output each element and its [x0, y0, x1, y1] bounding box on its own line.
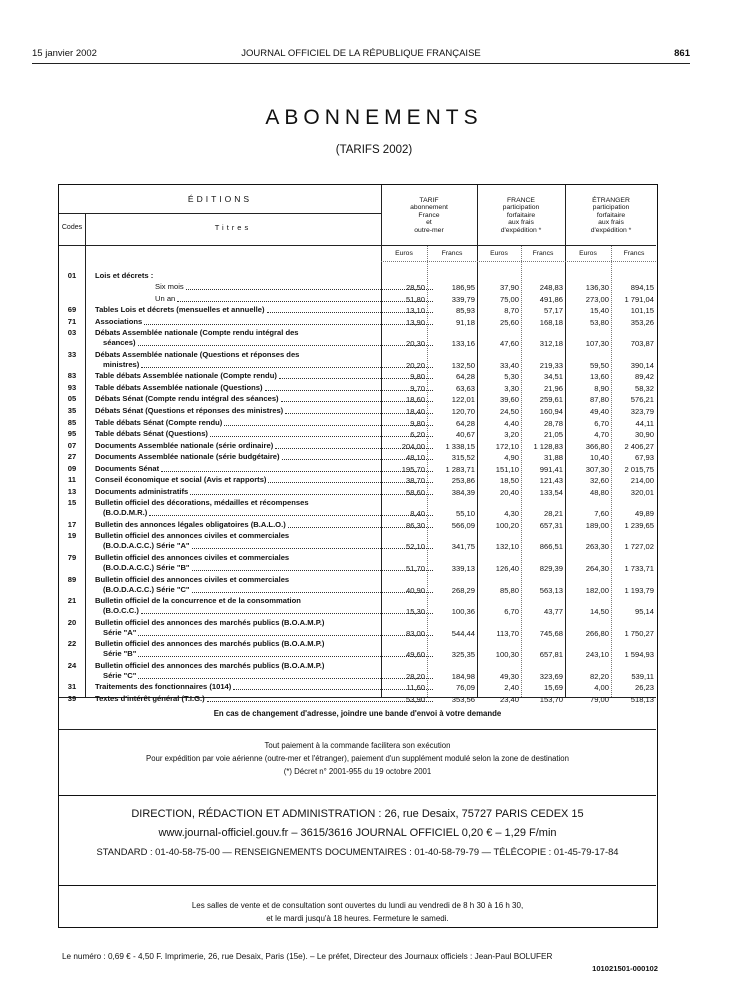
row-value: 85,93: [455, 306, 475, 316]
row-code: 19: [67, 531, 77, 541]
row-value: 39,60: [499, 395, 519, 405]
row-title-line: [95, 271, 433, 281]
header-line: forfaitaire: [596, 211, 626, 219]
row-title-text: Documents Sénat: [95, 463, 160, 473]
row-value: 64,28: [455, 418, 475, 428]
divider: [59, 245, 656, 246]
row-value: 58,60: [405, 487, 425, 497]
row-value: 657,31: [539, 520, 563, 530]
row-value: 14,50: [589, 607, 609, 617]
row-value: 49,60: [405, 650, 425, 660]
row-value: 18,50: [499, 476, 519, 486]
row-value: 59,50: [589, 360, 609, 370]
row-value: 49,40: [589, 406, 609, 416]
row-value: 13,90: [405, 317, 425, 327]
footer-imprint: Le numéro : 0,69 € - 4,50 F. Imprimerie, 26, rue Desaix, Paris (15e). – Le préfet, Directeur des Journaux officiels : Jean-Paul BOLUFER: [62, 952, 553, 961]
row-value: 189,00: [585, 520, 609, 530]
row-value: 28,21: [543, 509, 563, 519]
row-code: 20: [67, 617, 77, 627]
row-code: 89: [67, 574, 77, 584]
header-journal: JOURNAL OFFICIEL DE LA RÉPUBLIQUE FRANÇAISE: [241, 48, 481, 59]
row-title-text: Documents Assemblée nationale (série budgétaire): [95, 452, 280, 462]
row-value: 384,39: [451, 487, 475, 497]
row-value: 24,50: [499, 406, 519, 416]
row-value: 214,00: [630, 476, 654, 486]
row-value: 566,09: [451, 520, 475, 530]
row-value: 100,36: [451, 607, 475, 617]
row-title-text: Table débats Assemblée nationale (Questions): [95, 382, 263, 392]
row-value: 21,96: [543, 383, 563, 393]
sub-header-francs: Francs: [532, 250, 554, 257]
editions-header: ÉDITIONS: [187, 194, 253, 204]
row-value: 312,18: [539, 339, 563, 349]
page-subtitle: (TARIFS 2002): [335, 144, 413, 156]
row-value: 28,78: [543, 418, 563, 428]
row-value: 43,77: [543, 607, 563, 617]
row-code: 31: [67, 682, 77, 692]
row-value: 266,80: [585, 628, 609, 638]
row-title-text: Associations: [95, 316, 143, 326]
row-value: 107,30: [585, 339, 609, 349]
divider: [381, 261, 656, 262]
codes-header: Codes: [61, 224, 83, 231]
row-value: 133,16: [451, 339, 475, 349]
header-line: abonnement: [410, 204, 448, 212]
sub-header-euros: Euros: [579, 250, 597, 257]
row-value: 4,30: [504, 509, 519, 519]
row-value: 31,88: [543, 453, 563, 463]
row-value: 85,80: [499, 585, 519, 595]
header-line: participation: [592, 204, 630, 212]
decree-notice: (*) Décret n° 2001-955 du 19 octobre 2001: [283, 767, 432, 776]
row-code: 03: [67, 328, 77, 338]
row-value: 67,93: [634, 453, 654, 463]
row-value: 7,60: [594, 509, 609, 519]
divider: [59, 885, 656, 886]
row-value: 2 015,75: [624, 464, 654, 474]
divider: [59, 213, 381, 214]
row-value: 6,70: [504, 607, 519, 617]
row-value: 1 727,02: [624, 542, 654, 552]
row-value: 13,60: [589, 372, 609, 382]
row-title-text: Table débats Assemblée nationale (Compte rendu): [95, 371, 277, 381]
row-value: 253,86: [451, 476, 475, 486]
row-title-text: Table débats Sénat (Compte rendu): [95, 417, 223, 427]
row-value: 8,90: [594, 383, 609, 393]
divider: [59, 729, 656, 730]
row-value: 366,80: [585, 441, 609, 451]
row-value: 1 283,71: [445, 464, 475, 474]
row-value: 20,30: [405, 339, 425, 349]
row-value: 79,00: [589, 694, 609, 704]
row-value: 307,30: [585, 464, 609, 474]
row-title-text: (B.O.C.C.): [103, 606, 139, 616]
row-value: 6,70: [594, 418, 609, 428]
direction-address: DIRECTION, RÉDACTION ET ADMINISTRATION : 26, rue Desaix, 75727 PARIS CEDEX 15: [131, 808, 584, 820]
titres-header: Titres: [214, 223, 252, 232]
row-value: 32,60: [589, 476, 609, 486]
row-value: 172,10: [495, 441, 519, 451]
row-title-text: séances): [103, 338, 136, 348]
row-code: 35: [67, 405, 77, 415]
row-value: 49,89: [634, 509, 654, 519]
row-title-text: ministres): [103, 359, 140, 369]
row-value: 1 594,93: [624, 650, 654, 660]
row-value: 325,35: [451, 650, 475, 660]
row-value: 89,42: [634, 372, 654, 382]
row-value: 151,10: [495, 464, 519, 474]
row-value: 51,80: [405, 294, 425, 304]
row-value: 4,40: [504, 418, 519, 428]
row-value: 263,30: [585, 542, 609, 552]
header-line: outre-mer: [414, 226, 444, 234]
row-value: 1 239,65: [624, 520, 654, 530]
row-value: 10,40: [589, 453, 609, 463]
header-line: FRANCE: [507, 197, 535, 204]
row-value: 87,80: [589, 395, 609, 405]
row-value: 57,17: [543, 306, 563, 316]
row-title-line: [95, 498, 433, 508]
row-value: 91,18: [455, 317, 475, 327]
row-value: 264,30: [585, 564, 609, 573]
row-title-text: Documents administratifs: [95, 486, 189, 496]
row-title-text: Bulletin des annonces légales obligatoires (B.A.L.O.): [95, 519, 286, 529]
row-value: 33,40: [499, 360, 519, 370]
row-value: 48,10: [405, 453, 425, 463]
row-value: 186,95: [451, 283, 475, 292]
phone-line: STANDARD : 01-40-58-75-00 — RENSEIGNEMENTS DOCUMENTAIRES : 01-40-58-79-79 — TÉLÉCOPIE : 01-45-79-17-84: [96, 846, 619, 857]
row-value: 243,10: [585, 650, 609, 660]
row-title-text: Traitements des fonctionnaires (1014): [95, 682, 232, 692]
row-value: 353,56: [451, 694, 475, 704]
row-code: 79: [67, 553, 77, 562]
row-value: 13,10: [405, 306, 425, 316]
row-code: 09: [67, 463, 77, 473]
row-code: 01: [67, 271, 77, 280]
row-code: 69: [67, 305, 77, 315]
row-value: 9,80: [410, 372, 425, 382]
row-value: 544,44: [451, 628, 475, 638]
row-title-line: [95, 618, 433, 628]
row-value: 53,80: [589, 317, 609, 327]
row-value: 9,80: [410, 418, 425, 428]
header-line: et: [426, 219, 432, 227]
row-code: 83: [67, 371, 77, 381]
row-value: 195,70: [401, 464, 425, 474]
salles-hours: Les salles de vente et de consultation sont ouvertes du lundi au vendredi de 8 h 30 à 16 h 30,: [191, 901, 524, 910]
sub-header-euros: Euros: [395, 250, 413, 257]
footer-code: 101021501-000102: [592, 964, 658, 973]
row-code: 13: [67, 486, 77, 496]
row-value: 15,30: [405, 607, 425, 617]
row-title-line: [95, 531, 433, 541]
row-title-text: Débats Assemblée nationale (Compte rendu intégral des: [95, 328, 299, 338]
row-value: 49,30: [499, 671, 519, 681]
row-value: 323,79: [630, 406, 654, 416]
header-line: France: [418, 211, 440, 219]
row-value: 30,90: [634, 430, 654, 440]
row-title-text: Bulletin officiel des annonces civiles et commerciales: [95, 553, 290, 562]
row-value: 20,40: [499, 487, 519, 497]
row-code: 15: [67, 498, 77, 508]
row-value: 28,20: [405, 671, 425, 681]
row-value: 8,40: [410, 509, 425, 519]
row-code: 17: [67, 519, 77, 529]
row-code: 05: [67, 394, 77, 404]
row-title-text: (B.O.D.A.C.C.) Série "A": [103, 541, 190, 551]
row-title-text: (B.O.D.A.C.C.) Série "B": [103, 563, 190, 572]
header-rule: [32, 63, 690, 64]
tarif-header: [381, 197, 477, 234]
row-code: 07: [67, 440, 77, 450]
row-code: 71: [67, 316, 77, 326]
sub-header-francs: Francs: [623, 250, 645, 257]
row-title-text: Série "C": [103, 670, 137, 680]
row-value: 48,80: [589, 487, 609, 497]
header-line: forfaitaire: [506, 211, 536, 219]
row-title-text: (B.O.D.M.R.): [103, 508, 148, 518]
row-title-text: (B.O.D.A.C.C.) Série "C": [103, 584, 190, 594]
row-code: 27: [67, 452, 77, 462]
row-value: 83,00: [405, 628, 425, 638]
payment-notice: Tout paiement à la commande facilitera son exécution: [264, 741, 451, 750]
divider: [85, 213, 86, 697]
row-value: 703,87: [630, 339, 654, 349]
row-value: 95,14: [634, 607, 654, 617]
row-value: 219,33: [539, 360, 563, 370]
row-value: 1 193,79: [624, 585, 654, 595]
row-title-text: Table débats Sénat (Questions): [95, 429, 208, 439]
row-code: 85: [67, 417, 77, 427]
row-title-text: Débats Assemblée nationale (Questions et réponses des: [95, 349, 300, 359]
sub-header-francs: Francs: [441, 250, 463, 257]
row-code: 95: [67, 429, 77, 439]
row-value: 126,40: [495, 564, 519, 573]
row-value: 18,60: [405, 395, 425, 405]
row-title-line: [95, 639, 433, 649]
row-value: 15,69: [543, 683, 563, 693]
row-value: 133,54: [539, 487, 563, 497]
row-value: 991,41: [539, 464, 563, 474]
row-value: 113,70: [496, 628, 519, 638]
row-title: [95, 271, 433, 281]
row-title-line: [95, 328, 433, 338]
row-value: 153,70: [539, 694, 563, 704]
row-title-text: Bulletin officiel des annonces des marchés publics (B.O.A.M.P.): [95, 617, 325, 627]
row-value: 866,51: [539, 542, 563, 552]
header-line: d'expédition *: [500, 226, 542, 234]
row-code: 22: [67, 639, 77, 649]
row-value: 339,13: [451, 564, 475, 573]
row-value: 268,29: [451, 585, 475, 595]
row-value: 37,90: [499, 283, 519, 292]
row-value: 82,20: [589, 671, 609, 681]
row-value: 353,26: [630, 317, 654, 327]
row-value: 121,43: [539, 476, 563, 486]
row-value: 34,51: [543, 372, 563, 382]
row-value: 248,83: [539, 283, 563, 292]
row-title-text: Débats Sénat (Compte rendu intégral des séances): [95, 394, 279, 404]
page-title: ABONNEMENTS: [265, 106, 483, 129]
row-title-text: Bulletin officiel de la concurrence et de la consommation: [95, 596, 301, 606]
row-value: 4,90: [504, 453, 519, 463]
row-title-text: Documents Assemblée nationale (série ordinaire): [95, 440, 274, 450]
salles-tuesday: et le mardi jusqu'à 18 heures. Fermeture le samedi.: [266, 914, 449, 923]
row-code: 24: [67, 660, 77, 670]
row-title-text: Débats Sénat (Questions et réponses des ministres): [95, 405, 284, 415]
row-title-text: Bulletin officiel des annonces des marchés publics (B.O.A.M.P.): [95, 639, 325, 649]
row-code: 39: [67, 693, 77, 703]
row-value: 11,60: [406, 683, 425, 693]
row-value: 23,40: [499, 694, 519, 704]
row-title-text: Tables Lois et décrets (mensuelles et annuelle): [95, 305, 265, 315]
row-value: 26,23: [634, 683, 654, 693]
row-title-line: [95, 350, 433, 360]
row-value: 657,81: [539, 650, 563, 660]
header-line: ÉTRANGER: [592, 197, 630, 204]
row-value: 576,21: [630, 395, 654, 405]
row-value: 168,18: [539, 317, 563, 327]
row-value: 55,10: [455, 509, 475, 519]
row-value: 491,86: [539, 294, 563, 304]
sub-header-euros: Euros: [490, 250, 508, 257]
row-value: 100,30: [495, 650, 519, 660]
header-line: d'expédition *: [590, 226, 632, 234]
row-value: 21,05: [543, 430, 563, 440]
row-value: 38,70: [405, 476, 425, 486]
row-value: 1 338,15: [445, 441, 475, 451]
row-title-text: Série "B": [103, 649, 137, 659]
row-title-text: Un an: [155, 293, 176, 303]
row-value: 3,30: [504, 383, 519, 393]
row-value: 1 750,27: [624, 628, 654, 638]
row-value: 20,20: [405, 360, 425, 370]
row-title-text: Textes d'intérêt général (T.I.G.): [95, 693, 205, 703]
row-title-line: [95, 596, 433, 606]
row-value: 3,20: [504, 430, 519, 440]
row-value: 745,68: [539, 628, 563, 638]
row-title-text: Bulletin officiel des annonces des marchés publics (B.O.A.M.P.): [95, 660, 325, 670]
row-code: 93: [67, 382, 77, 392]
row-value: 894,15: [630, 283, 654, 292]
header-line: aux frais: [508, 219, 534, 227]
row-title-line: [95, 575, 433, 585]
row-title-line: [95, 553, 433, 563]
row-value: 518,13: [630, 694, 654, 704]
row-value: 4,70: [594, 430, 609, 440]
row-value: 829,39: [539, 564, 563, 573]
row-value: 18,40: [405, 406, 425, 416]
row-value: 390,14: [630, 360, 654, 370]
row-value: 9,70: [410, 383, 425, 393]
etranger-header: [565, 197, 657, 234]
row-title-text: Conseil économique et social (Avis et rapports): [95, 475, 267, 485]
row-value: 75,00: [499, 294, 519, 304]
row-code: 33: [67, 349, 77, 359]
row-value: 25,60: [499, 317, 519, 327]
row-value: 2 406,27: [624, 441, 654, 451]
row-value: 40,90: [405, 585, 425, 595]
divider: [59, 795, 656, 796]
row-title-line: [95, 661, 433, 671]
row-value: 341,75: [451, 542, 475, 552]
row-value: 5,30: [504, 372, 519, 382]
row-value: 53,90: [405, 694, 425, 704]
row-value: 8,70: [504, 306, 519, 316]
page-header: [32, 48, 690, 64]
row-value: 315,52: [451, 453, 475, 463]
row-value: 182,00: [585, 585, 609, 595]
france-header: [477, 197, 565, 234]
row-title-text: Bulletin officiel des annonces civiles et commerciales: [95, 531, 290, 541]
row-value: 58,32: [634, 383, 654, 393]
row-value: 100,20: [495, 520, 519, 530]
row-value: 63,63: [455, 383, 475, 393]
row-title-text: Bulletin officiel des annonces civiles et commerciales: [95, 574, 290, 584]
row-title-text: Série "A": [103, 627, 137, 637]
row-value: 47,60: [499, 339, 519, 349]
row-value: 51,70: [405, 564, 425, 573]
header-page-number: 861: [674, 48, 690, 59]
row-value: 122,01: [451, 395, 475, 405]
airmail-notice: Pour expédition par voie aérienne (outre-mer et l'étranger), paiement d'un supplément modulé selon la zone de destination: [146, 754, 569, 763]
row-value: 160,94: [539, 406, 563, 416]
row-value: 259,61: [539, 395, 563, 405]
row-value: 44,11: [635, 418, 654, 428]
header-line: aux frais: [598, 219, 624, 227]
row-value: 101,15: [630, 306, 654, 316]
row-value: 204,00: [401, 441, 425, 451]
row-value: 120,70: [451, 406, 475, 416]
row-value: 86,30: [405, 520, 425, 530]
row-value: 184,98: [451, 671, 475, 681]
row-title-text: Bulletin officiel des décorations, médailles et récompenses: [95, 498, 309, 508]
row-code: 11: [67, 475, 77, 485]
row-value: 132,50: [451, 360, 475, 370]
tariff-table: [58, 184, 658, 928]
header-line: TARIF: [419, 197, 439, 204]
row-value: 132,10: [495, 542, 519, 552]
row-value: 4,00: [594, 683, 609, 693]
header-line: participation: [502, 204, 540, 212]
row-value: 2,40: [504, 683, 519, 693]
address-notice: En cas de changement d'adresse, joindre une bande d'envoi à votre demande: [213, 709, 502, 718]
row-value: 15,40: [589, 306, 609, 316]
row-value: 1 733,71: [624, 564, 654, 573]
row-value: 539,11: [631, 671, 654, 681]
row-value: 323,69: [539, 671, 563, 681]
row-value: 52,10: [405, 542, 425, 552]
row-value: 64,28: [455, 372, 475, 382]
row-value: 339,79: [451, 294, 475, 304]
website-line: www.journal-officiel.gouv.fr – 3615/3616 JOURNAL OFFICIEL 0,20 € – 1,29 F/min: [158, 827, 557, 839]
row-value: 28,50: [405, 283, 425, 292]
row-value: 76,09: [455, 683, 475, 693]
row-value: 1 128,83: [533, 441, 563, 451]
row-value: 40,67: [455, 430, 475, 440]
row-value: 273,00: [585, 294, 609, 304]
row-value: 6,20: [410, 430, 425, 440]
header-date: 15 janvier 2002: [32, 48, 97, 59]
row-value: 1 791,04: [624, 294, 654, 304]
row-value: 563,13: [539, 585, 563, 595]
row-code: 21: [67, 596, 77, 606]
row-value: 136,30: [585, 283, 609, 292]
row-title-text: Six mois: [155, 282, 184, 291]
row-title-text: Lois et décrets :: [95, 271, 154, 280]
row-value: 320,01: [630, 487, 654, 497]
